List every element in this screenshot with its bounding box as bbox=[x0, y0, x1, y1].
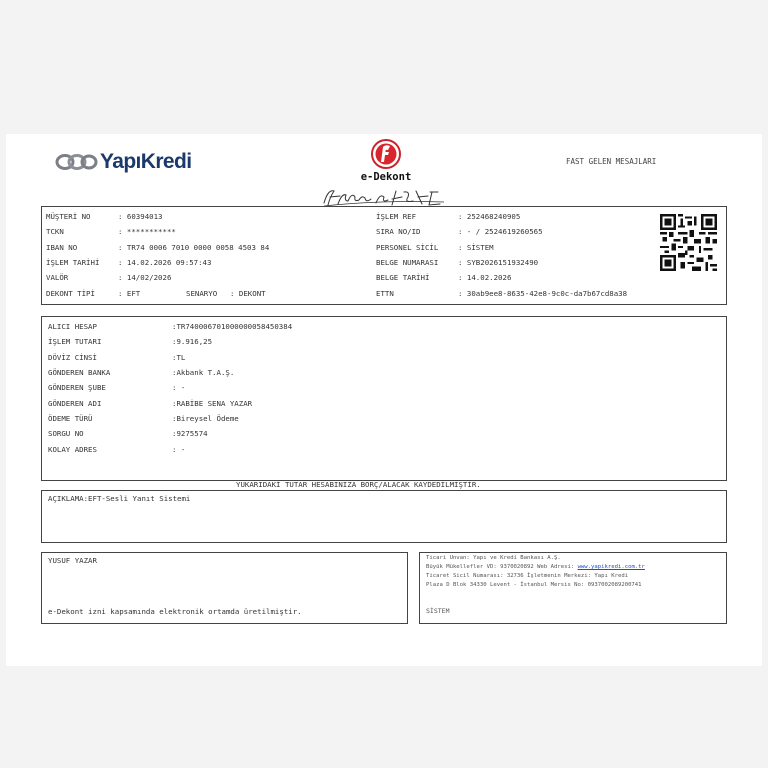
bank-logo bbox=[54, 150, 191, 174]
info-right-row: İŞLEM REF : 252468240905 bbox=[376, 212, 521, 221]
scenario-row: SENARYO : DEKONT bbox=[186, 289, 266, 298]
fast-messages-label: FAST GELEN MESAJLARI bbox=[566, 157, 657, 166]
info-left-row: DEKONT TİPİ : EFT bbox=[46, 289, 141, 298]
bank-info-line: Ticari Unvan: Yapı ve Kredi Bankası A.Ş. bbox=[426, 555, 561, 561]
qr-code-icon[interactable] bbox=[660, 214, 717, 271]
info-left-row: MÜŞTERİ NO : 60394013 bbox=[46, 212, 163, 221]
logo-text: YapıKredi bbox=[100, 150, 192, 173]
transaction-row: GÖNDEREN BANKA :Akbank T.A.Ş. bbox=[48, 368, 235, 377]
transaction-row: ALICI HESAP :TR740006701000000058450384 bbox=[48, 322, 293, 331]
seal-emblem-icon bbox=[370, 138, 402, 170]
info-right-row: BELGE NUMARASI : SYB2026151932490 bbox=[376, 258, 539, 267]
info-left-row: TCKN : *********** bbox=[46, 227, 176, 236]
bank-logo-icon bbox=[54, 152, 98, 172]
transaction-row: İŞLEM TUTARI :9.916,25 bbox=[48, 337, 213, 346]
transaction-row: GÖNDEREN ŞUBE : - bbox=[48, 383, 186, 392]
account-notice: YUKARIDAKİ TUTAR HESABINIZA BORÇ/ALACAK KAYDEDİLMİŞTİR. bbox=[236, 480, 481, 489]
info-left-row: İŞLEM TARİHİ : 14.02.2026 09:57:43 bbox=[46, 258, 212, 267]
info-left-row: IBAN NO : TR74 0006 7010 0000 0058 4503 84 bbox=[46, 243, 270, 252]
bank-info-footer: SİSTEM bbox=[426, 607, 450, 615]
bank-info-line: Ticaret Sicil Numarası: 32736 İşletmenin Merkezi: Yapı Kredi bbox=[426, 573, 629, 579]
info-right-row: PERSONEL SİCİL : SİSTEM bbox=[376, 243, 494, 252]
info-left-row: VALÖR : 14/02/2026 bbox=[46, 273, 172, 282]
info-right-row: SIRA NO/ID : - / 2524619260565 bbox=[376, 227, 543, 236]
transaction-row: GÖNDEREN ADI :RABİBE SENA YAZAR bbox=[48, 399, 253, 408]
transaction-row: ÖDEME TÜRÜ :Bireysel Ödeme bbox=[48, 414, 239, 423]
description-text: AÇIKLAMA:EFT-Sesli Yanıt Sistemi bbox=[48, 494, 191, 503]
transaction-row: DÖVİZ CİNSİ :TL bbox=[48, 353, 186, 362]
info-right-row: BELGE TARİHİ : 14.02.2026 bbox=[376, 273, 512, 282]
bank-website-link[interactable]: www.yapikredi.com.tr bbox=[577, 564, 645, 570]
customer-name: YUSUF YAZAR bbox=[48, 556, 97, 565]
electronic-note: e-Dekont izni kapsamında elektronik ortamda üretilmiştir. bbox=[48, 607, 302, 616]
info-right-row: ETTN : 30ab9ee8-8635-42e8-9c0c-da7b67cd8a38 bbox=[376, 289, 628, 298]
bank-info-line: Büyük Mükellefler VD: 9370020892 Web Adresi: www.yapikredi.com.tr bbox=[426, 564, 645, 570]
document-title: e-Dekont bbox=[360, 171, 412, 183]
transaction-row: SORGU NO :9275574 bbox=[48, 429, 208, 438]
transaction-row: KOLAY ADRES : - bbox=[48, 445, 186, 454]
bank-info-box bbox=[419, 552, 727, 624]
bank-info-line: Plaza D Blok 34330 Levent - İstanbul Mersis No: 0937002089200741 bbox=[426, 582, 642, 588]
